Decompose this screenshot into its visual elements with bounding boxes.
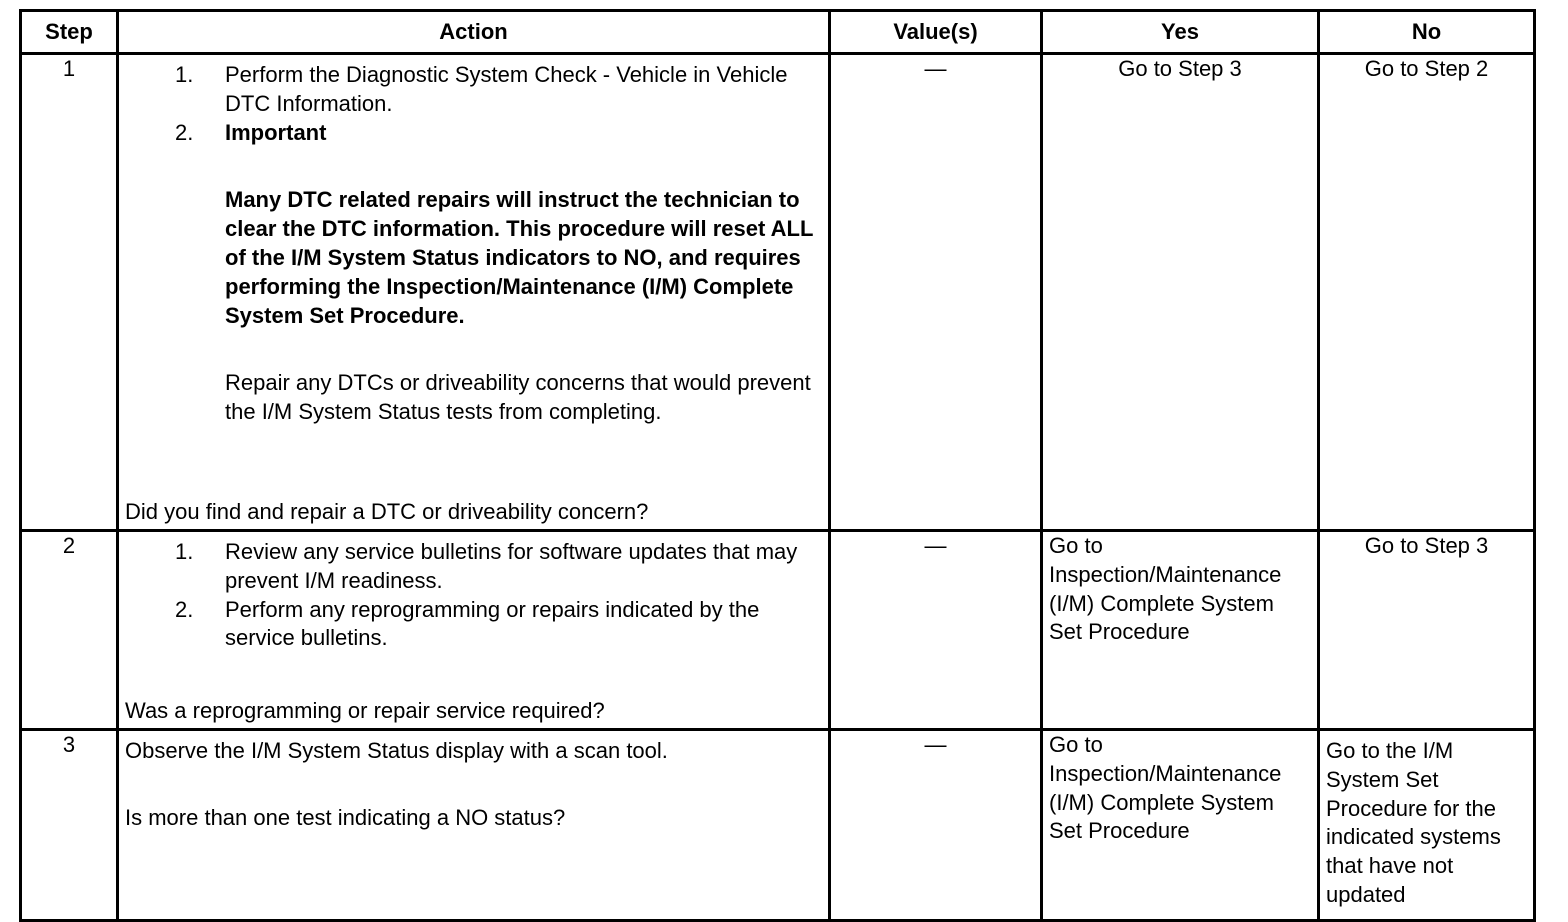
list-item-number: 2. — [175, 596, 194, 622]
repair-note: Repair any DTCs or driveability concerns that would prevent the I/M System Status tests from completing. — [225, 370, 811, 425]
yes-cell: Go to Inspection/Maintenance (I/M) Complete System Set Procedure — [1042, 730, 1319, 921]
no-cell: Go to Step 3 — [1319, 531, 1535, 730]
list-item — [125, 596, 822, 654]
step-number: 2 — [21, 531, 118, 730]
step-number: 3 — [21, 730, 118, 921]
action-cell — [118, 54, 830, 531]
list-item — [125, 61, 822, 119]
step-number: 1 — [21, 54, 118, 531]
instruction-text: Observe the I/M System Status display with a scan tool. — [125, 738, 668, 763]
list-item-text: Review any service bulletins for software updates that may prevent I/M readiness. — [225, 539, 798, 593]
value-cell: — — [830, 54, 1042, 531]
header-action: Action — [118, 11, 830, 54]
list-item — [125, 538, 822, 596]
action-cell — [118, 531, 830, 730]
table-row — [21, 531, 1535, 730]
header-row — [21, 11, 1535, 54]
list-item-text: Perform any reprogramming or repairs indicated by the service bulletins. — [225, 596, 760, 651]
question-text: Did you find and repair a DTC or driveability concern? — [125, 499, 649, 525]
header-yes: Yes — [1042, 11, 1319, 54]
list-item — [125, 119, 822, 148]
table-row — [21, 54, 1535, 531]
value-cell: — — [830, 531, 1042, 730]
question-text: Is more than one test indicating a NO status? — [125, 804, 566, 830]
header-step: Step — [21, 11, 118, 54]
important-note: Many DTC related repairs will instruct the technician to clear the DTC information. This procedure will reset ALL of the I/M System Status indicators to NO, and requires performing the Inspection/Maintenance (I/M) Complete System Set Procedure. — [225, 187, 813, 328]
action-list — [125, 532, 822, 653]
no-cell: Go to Step 2 — [1319, 54, 1535, 531]
yes-cell: Go to Inspection/Maintenance (I/M) Complete System Set Procedure — [1042, 531, 1319, 730]
diagnostic-table — [19, 9, 1536, 922]
table-row — [21, 730, 1535, 921]
value-cell: — — [830, 730, 1042, 921]
list-item-number: 1. — [175, 539, 194, 564]
header-no: No — [1319, 11, 1535, 54]
important-label: Important — [225, 119, 327, 145]
question-text: Was a reprogramming or repair service required? — [125, 698, 605, 724]
header-values: Value(s) — [830, 11, 1042, 54]
list-item-number: 2. — [175, 119, 194, 145]
action-list — [125, 55, 822, 147]
list-item-text: Perform the Diagnostic System Check - Vehicle in Vehicle DTC Information. — [225, 62, 788, 116]
action-cell — [118, 730, 830, 921]
yes-cell: Go to Step 3 — [1042, 54, 1319, 531]
list-item-number: 1. — [175, 62, 194, 87]
no-cell: Go to the I/M System Set Procedure for the indicated systems that have not updated — [1319, 730, 1535, 921]
